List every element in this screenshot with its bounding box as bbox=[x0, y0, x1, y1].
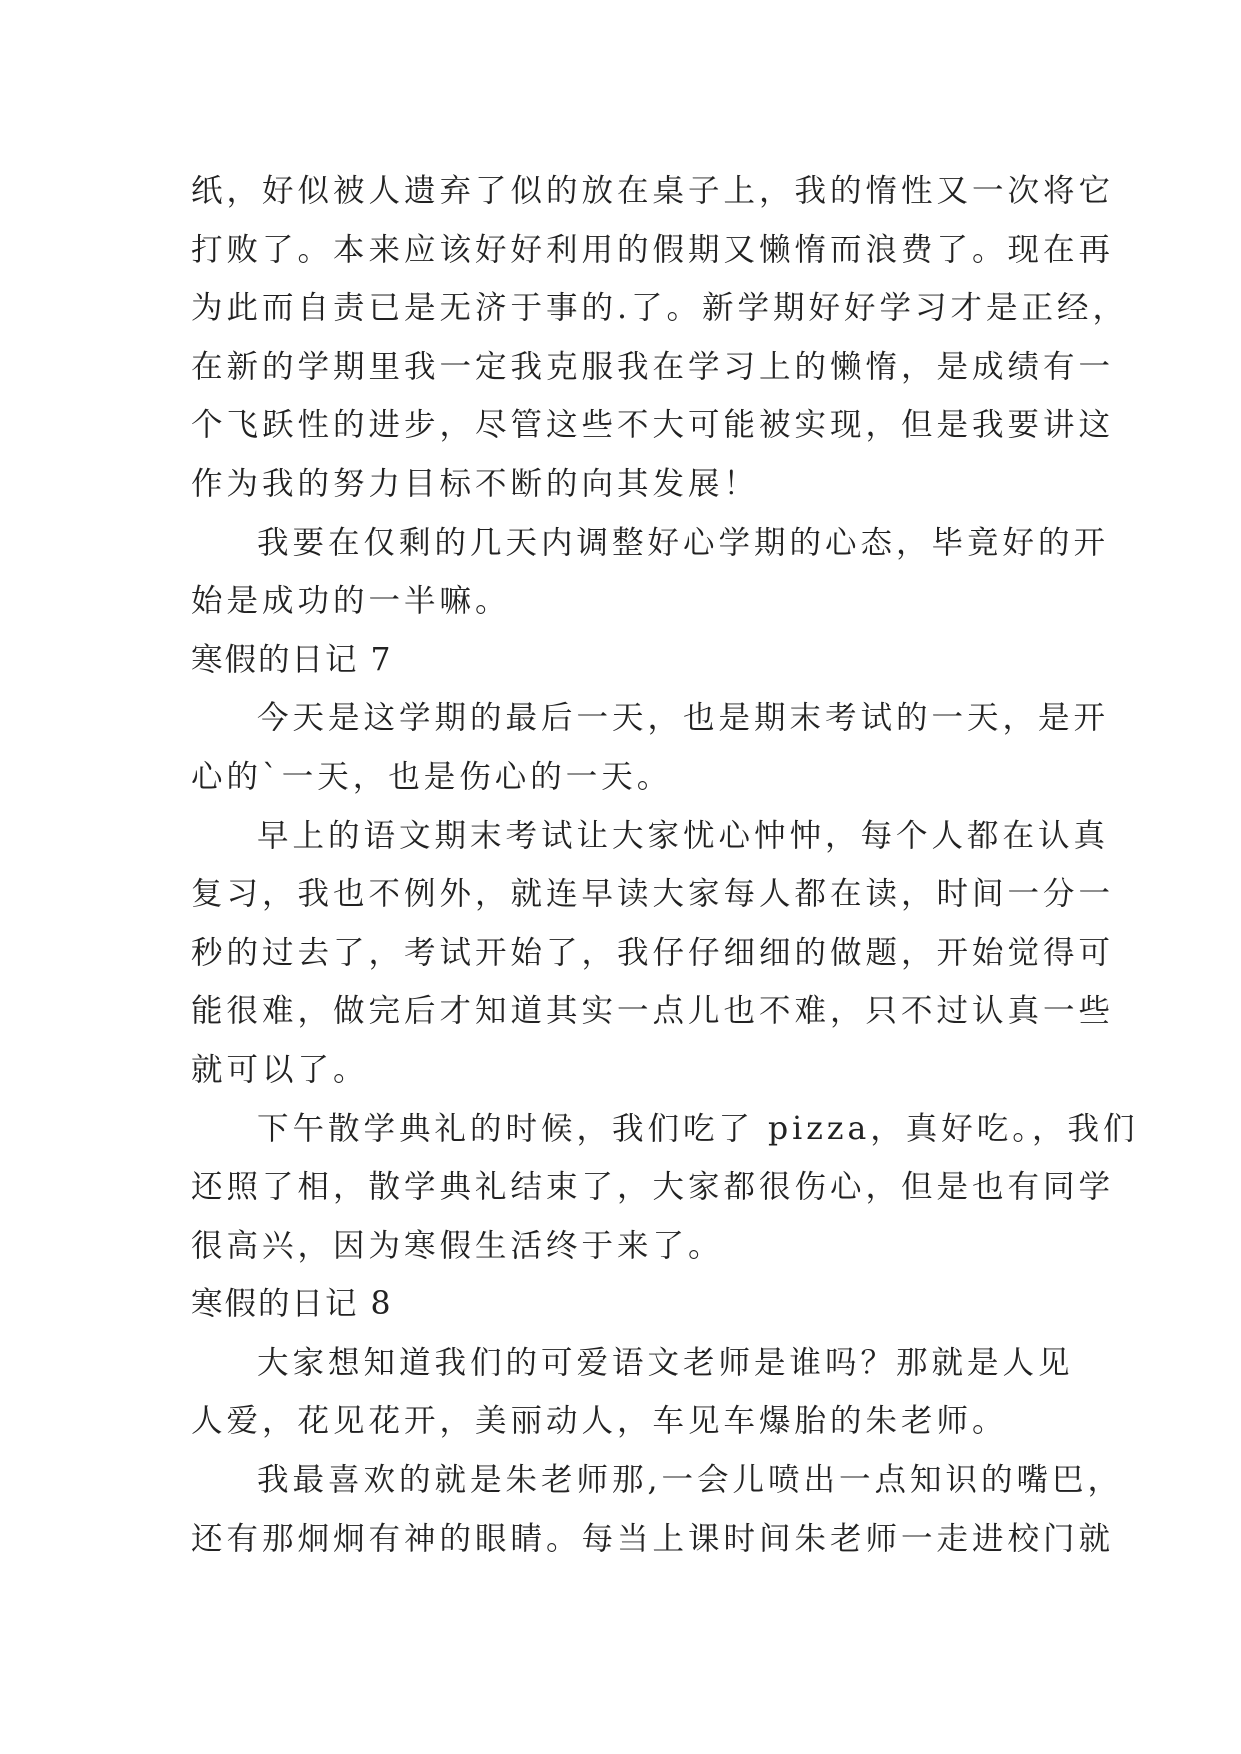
text-line: 为此而自责已是无济于事的.了。新学期好好学习才是正经， bbox=[191, 290, 1129, 327]
heading-text: 寒假的日记 7 bbox=[191, 641, 393, 678]
text-line: 打败了。本来应该好好利用的假期又懒惰而浪费了。现在再 bbox=[191, 231, 1115, 268]
text-line: 大家想知道我们的可爱语文老师是谁吗？那就是人见 bbox=[257, 1344, 1074, 1381]
paragraph bbox=[191, 1100, 1139, 1276]
text-line: 今天是这学期的最后一天，也是期末考试的一天，是开 bbox=[257, 700, 1110, 737]
text-line: 我要在仅剩的几天内调整好心学期的心态，毕竟好的开 bbox=[257, 524, 1110, 561]
text-line: 人爱，花见花开，美丽动人，车见车爆胎的朱老师。 bbox=[191, 1403, 1008, 1440]
text-line: 纸，好似被人遗弃了似的放在桌子上，我的惰性又一次将它 bbox=[191, 173, 1115, 209]
text-line: 早上的语文期末考试让大家忧心忡忡，每个人都在认真 bbox=[257, 817, 1110, 854]
paragraph bbox=[191, 807, 1115, 1100]
text-line: 很高兴，因为寒假生活终于来了。 bbox=[191, 1227, 724, 1264]
paragraph bbox=[191, 162, 1129, 514]
text-line: 复习，我也不例外，就连早读大家每人都在读，时间一分一 bbox=[191, 876, 1115, 913]
text-line: 始是成功的一半嘛。 bbox=[191, 583, 511, 620]
text-line: 个飞跃性的进步，尽管这些不大可能被实现，但是我要讲这 bbox=[191, 407, 1115, 444]
heading-text: 寒假的日记 8 bbox=[191, 1286, 393, 1323]
section-heading bbox=[191, 631, 1061, 690]
text-line: 下午散学典礼的时候，我们吃了 pizza，真好吃。，我们 bbox=[257, 1110, 1139, 1147]
paragraph bbox=[191, 1334, 1074, 1451]
text-line: 还有那炯炯有神的眼睛。每当上课时间朱老师一走进校门就 bbox=[191, 1520, 1115, 1557]
text-line: 在新的学期里我一定我克服我在学习上的懒惰，是成绩有一 bbox=[191, 348, 1115, 385]
section-heading bbox=[191, 1275, 1061, 1334]
document-body bbox=[191, 162, 1139, 1568]
text-line: 能很难，做完后才知道其实一点儿也不难，只不过认真一些 bbox=[191, 993, 1115, 1030]
text-line: 作为我的努力目标不断的向其发展！ bbox=[191, 465, 760, 502]
paragraph bbox=[191, 689, 1110, 806]
paragraph bbox=[191, 514, 1110, 631]
text-line: 还照了相，散学典礼结束了，大家都很伤心，但是也有同学 bbox=[191, 1169, 1115, 1206]
text-line: 我最喜欢的就是朱老师那,一会儿喷出一点知识的嘴巴， bbox=[257, 1462, 1124, 1499]
text-line: 就可以了。 bbox=[191, 1051, 369, 1088]
paragraph bbox=[191, 1451, 1124, 1568]
text-line: 心的`一天，也是伤心的一天。 bbox=[191, 758, 673, 795]
text-line: 秒的过去了，考试开始了，我仔仔细细的做题，开始觉得可 bbox=[191, 934, 1115, 971]
